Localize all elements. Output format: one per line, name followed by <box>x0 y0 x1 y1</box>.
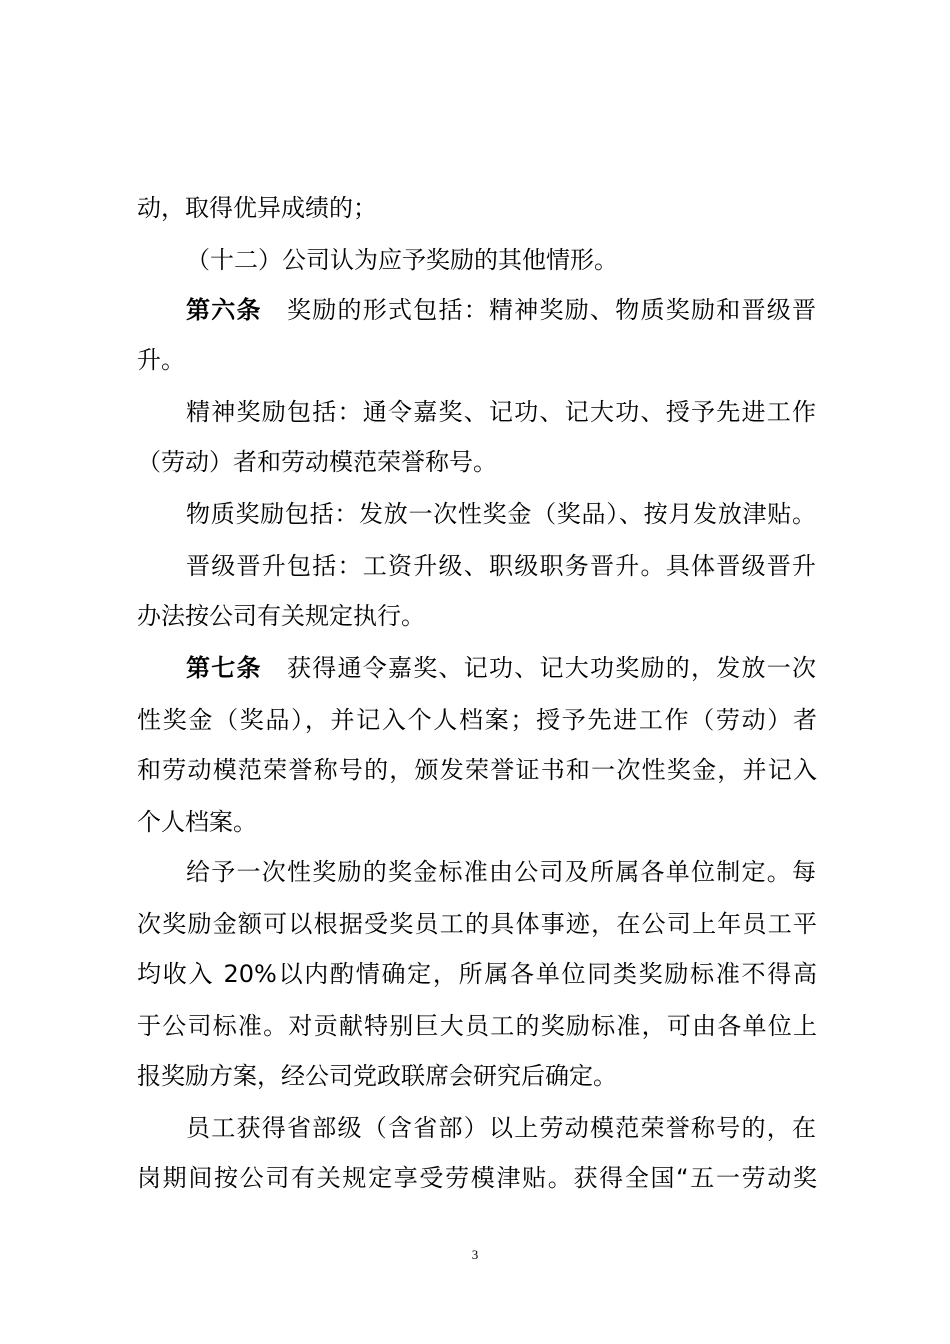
text-line: 次奖励金额可以根据受奖员工的具体事迹，在公司上年员工平 <box>137 910 817 938</box>
text-line: （十二）公司认为应予奖励的其他情形。 <box>186 246 618 274</box>
article-6-heading: 第六条 <box>186 296 262 324</box>
text-line: 升。 <box>137 346 185 374</box>
article-7-line <box>186 648 816 688</box>
text-line: 性奖金（奖品），并记入个人档案；授予先进工作（劳动）者 <box>137 706 817 734</box>
text-line: 办法按公司有关规定执行。 <box>137 602 425 630</box>
text-line: 均收入 20%以内酌情确定，所属各单位同类奖励标准不得高 <box>137 960 817 988</box>
text-line: 报奖励方案，经公司党政联席会研究后确定。 <box>137 1062 617 1090</box>
text-line: （劳动）者和劳动模范荣誉称号。 <box>137 448 497 476</box>
text-line: 给予一次性奖励的奖金标准由公司及所属各单位制定。每 <box>186 858 816 886</box>
text-line: 物质奖励包括：发放一次性奖金（奖品）、按月发放津贴。 <box>186 500 816 528</box>
text-line: 获得通令嘉奖、记功、记大功奖励的，发放一次 <box>285 654 816 682</box>
page-number: 3 <box>471 1247 479 1262</box>
article-7-heading: 第七条 <box>186 654 262 682</box>
text-line: 晋级晋升包括：工资升级、职级职务晋升。具体晋级晋升 <box>186 552 816 580</box>
article-6-line <box>186 290 816 330</box>
text-line: 员工获得省部级（含省部）以上劳动模范荣誉称号的，在 <box>186 1114 816 1142</box>
text-line: 和劳动模范荣誉称号的，颁发荣誉证书和一次性奖金，并记入 <box>137 756 817 784</box>
text-line: 于公司标准。对贡献特别巨大员工的奖励标准，可由各单位上 <box>137 1012 817 1040</box>
text-line: 精神奖励包括：通令嘉奖、记功、记大功、授予先进工作 <box>186 398 816 426</box>
text-line: 动，取得优异成绩的； <box>137 194 377 222</box>
text-line: 个人档案。 <box>137 808 257 836</box>
text-line: 岗期间按公司有关规定享受劳模津贴。获得全国“五一劳动奖 <box>137 1164 817 1192</box>
text-line: 奖励的形式包括：精神奖励、物质奖励和晋级晋 <box>285 296 816 324</box>
